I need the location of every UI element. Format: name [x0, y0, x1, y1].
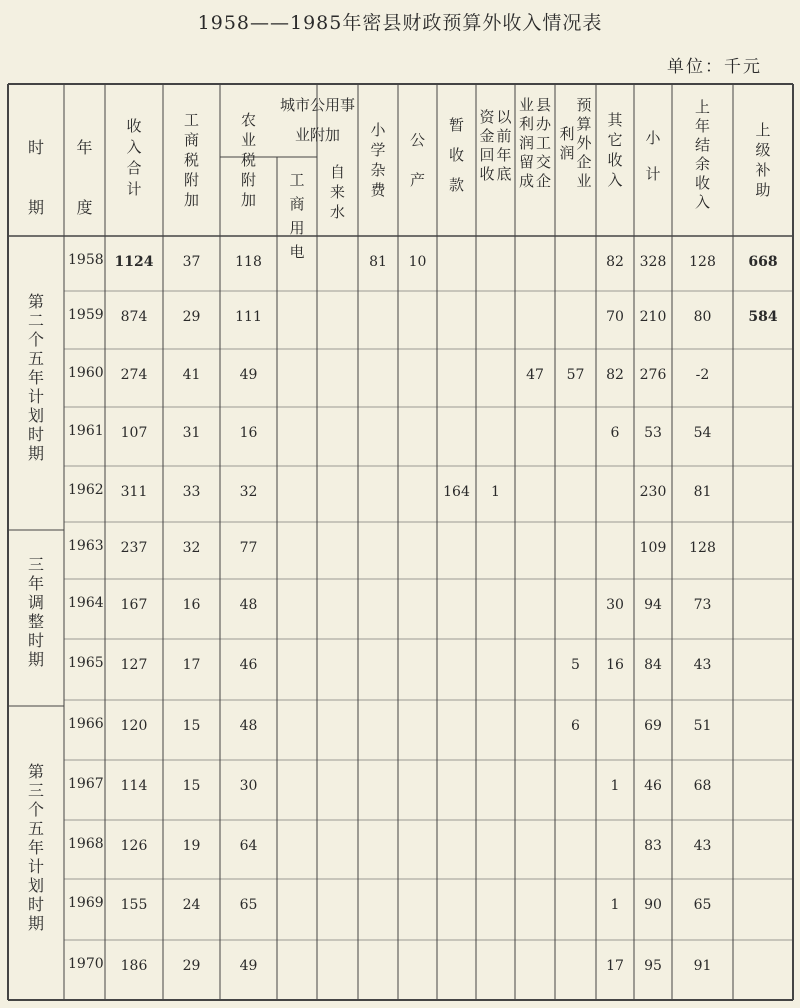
- table-cell: 128: [689, 254, 716, 270]
- table-cell: 48: [239, 597, 258, 613]
- table-cell: 109: [639, 540, 667, 556]
- table-cell: 311: [120, 484, 148, 500]
- table-cell: 16: [182, 597, 201, 613]
- table-cell: 328: [639, 254, 667, 270]
- table-cell: 16: [606, 657, 624, 673]
- header-year: 年 度: [76, 138, 93, 217]
- table-cell: 83: [644, 838, 662, 854]
- table-cell: 54: [693, 425, 712, 441]
- table-cell: 41: [182, 367, 201, 383]
- table-cell: 874: [120, 309, 148, 325]
- table-cell: 16: [239, 425, 258, 441]
- table-cell: 90: [644, 897, 662, 913]
- table-cell: 114: [120, 778, 148, 794]
- table-cell: 186: [120, 958, 148, 974]
- cell-year: 1970: [68, 956, 104, 972]
- header-period: 时 期: [27, 138, 44, 217]
- table-cell: 584: [748, 309, 778, 325]
- table-cell: 43: [693, 657, 712, 673]
- table-cell: 164: [443, 484, 470, 500]
- table-cell: 51: [693, 718, 712, 734]
- table-cell: 65: [239, 897, 258, 913]
- table-cell: 127: [120, 657, 148, 673]
- table-cell: 81: [693, 484, 712, 500]
- table-cell: 68: [693, 778, 712, 794]
- table-cell: 82: [606, 367, 624, 383]
- table-cell: 5: [571, 657, 580, 673]
- table-cell: 80: [693, 309, 712, 325]
- period-label: 第 三 个 五 年 计 划 时 期: [27, 761, 44, 933]
- table-cell: 94: [644, 597, 662, 613]
- cell-year: 1966: [68, 716, 104, 732]
- table-cell: 82: [606, 254, 624, 270]
- table-cell: 1: [491, 484, 500, 500]
- period-label: 三 年 调 整 时 期: [27, 555, 44, 669]
- table-cell: 64: [239, 838, 258, 854]
- table-cell: 6: [571, 718, 580, 734]
- header-electricity: 工 商 用 电: [289, 171, 305, 261]
- table-cell: 668: [748, 254, 778, 270]
- table-cell: 210: [639, 309, 667, 325]
- table-cell: 65: [693, 897, 712, 913]
- header-budget-profit: 利 润 预 算 外 企 业: [559, 96, 592, 190]
- cell-year: 1958: [68, 252, 104, 268]
- header-other: 其 它 收 入: [607, 111, 623, 189]
- header-water: 自 来 水: [329, 163, 345, 221]
- header-urban-group: 城市公用事业附加: [279, 96, 355, 144]
- table-cell: 128: [689, 540, 716, 556]
- table-cell: 91: [693, 958, 712, 974]
- table-cell: 95: [644, 958, 662, 974]
- table-cell: -2: [695, 367, 710, 383]
- table-cell: 46: [239, 657, 258, 673]
- header-total: 收 入 合 计: [126, 117, 142, 198]
- cell-year: 1962: [68, 482, 104, 498]
- table-cell: 6: [610, 425, 620, 441]
- cell-year: 1960: [68, 365, 104, 381]
- table-cell: 29: [182, 309, 201, 325]
- table-title: 1958——1985年密县财政预算外收入情况表: [197, 12, 603, 34]
- period-label: 第 二 个 五 年 计 划 时 期: [27, 291, 44, 463]
- table-cell: 49: [239, 367, 258, 383]
- table-cell: 126: [120, 838, 148, 854]
- header-superior-subsidy: 上 级 补 助: [755, 121, 771, 199]
- table-cell: 57: [566, 367, 585, 383]
- table-cell: 24: [182, 897, 201, 913]
- cell-year: 1968: [68, 836, 104, 852]
- table-cell: 46: [644, 778, 662, 794]
- table-cell: 107: [120, 425, 148, 441]
- table-cell: 48: [239, 718, 258, 734]
- table-cell: 73: [693, 597, 712, 613]
- table-cell: 32: [239, 484, 258, 500]
- table-cell: 1: [610, 897, 620, 913]
- header-subtotal: 小 计: [645, 129, 661, 183]
- table-cell: 31: [182, 425, 201, 441]
- table-cell: 37: [182, 254, 201, 270]
- table-cell: 53: [644, 425, 662, 441]
- table-cell: 274: [120, 367, 148, 383]
- table-cell: 19: [182, 838, 201, 854]
- table-cell: 69: [644, 718, 662, 734]
- table-cell: 230: [639, 484, 667, 500]
- table-cell: 167: [120, 597, 148, 613]
- table-cell: 47: [526, 367, 544, 383]
- header-temp-receipts: 暂 收 款: [448, 116, 464, 194]
- cell-year: 1959: [68, 307, 104, 323]
- header-school-fee: 小 学 杂 费: [370, 121, 386, 199]
- table-cell: 1: [610, 778, 620, 794]
- table-cell: 70: [606, 309, 624, 325]
- table-cell: 32: [182, 540, 201, 556]
- table-cell: 111: [235, 309, 262, 325]
- unit-label: 单位：千元: [667, 57, 762, 77]
- cell-year: 1965: [68, 655, 104, 671]
- header-county-enterprise: 业 利 润 留 成 县 办 工 交 企: [518, 96, 551, 190]
- cell-year: 1964: [68, 595, 104, 611]
- table-cell: 30: [239, 778, 258, 794]
- table-cell: 84: [644, 657, 662, 673]
- table-cell: 155: [120, 897, 148, 913]
- table-cell: 276: [639, 367, 667, 383]
- header-commerce-tax: 工 商 税 附 加: [183, 111, 199, 209]
- table-cell: 77: [239, 540, 258, 556]
- cell-year: 1961: [68, 423, 104, 439]
- table-cell: 15: [182, 778, 201, 794]
- table-cell: 118: [235, 254, 262, 270]
- cell-year: 1969: [68, 895, 104, 911]
- cell-year: 1967: [68, 776, 104, 792]
- header-public-property: 公 产: [409, 131, 425, 189]
- header-recovered-funds: 资 金 回 收 以 前 年 底: [479, 108, 512, 183]
- table-cell: 43: [693, 838, 712, 854]
- table-cell: 49: [239, 958, 258, 974]
- table-cell: 30: [606, 597, 624, 613]
- cell-year: 1963: [68, 538, 104, 554]
- header-agri-tax: 农 业 税 附 加: [240, 111, 256, 209]
- table-cell: 29: [182, 958, 201, 974]
- table-cell: 81: [369, 254, 387, 270]
- table-cell: 33: [182, 484, 201, 500]
- table-cell: 10: [408, 254, 427, 270]
- table-cell: 17: [182, 657, 201, 673]
- table-cell: 1124: [114, 254, 154, 270]
- header-carryover: 上 年 结 余 收 入: [694, 98, 710, 211]
- table-cell: 15: [182, 718, 201, 734]
- table-cell: 17: [606, 958, 624, 974]
- table-cell: 237: [120, 540, 148, 556]
- table-cell: 120: [120, 718, 148, 734]
